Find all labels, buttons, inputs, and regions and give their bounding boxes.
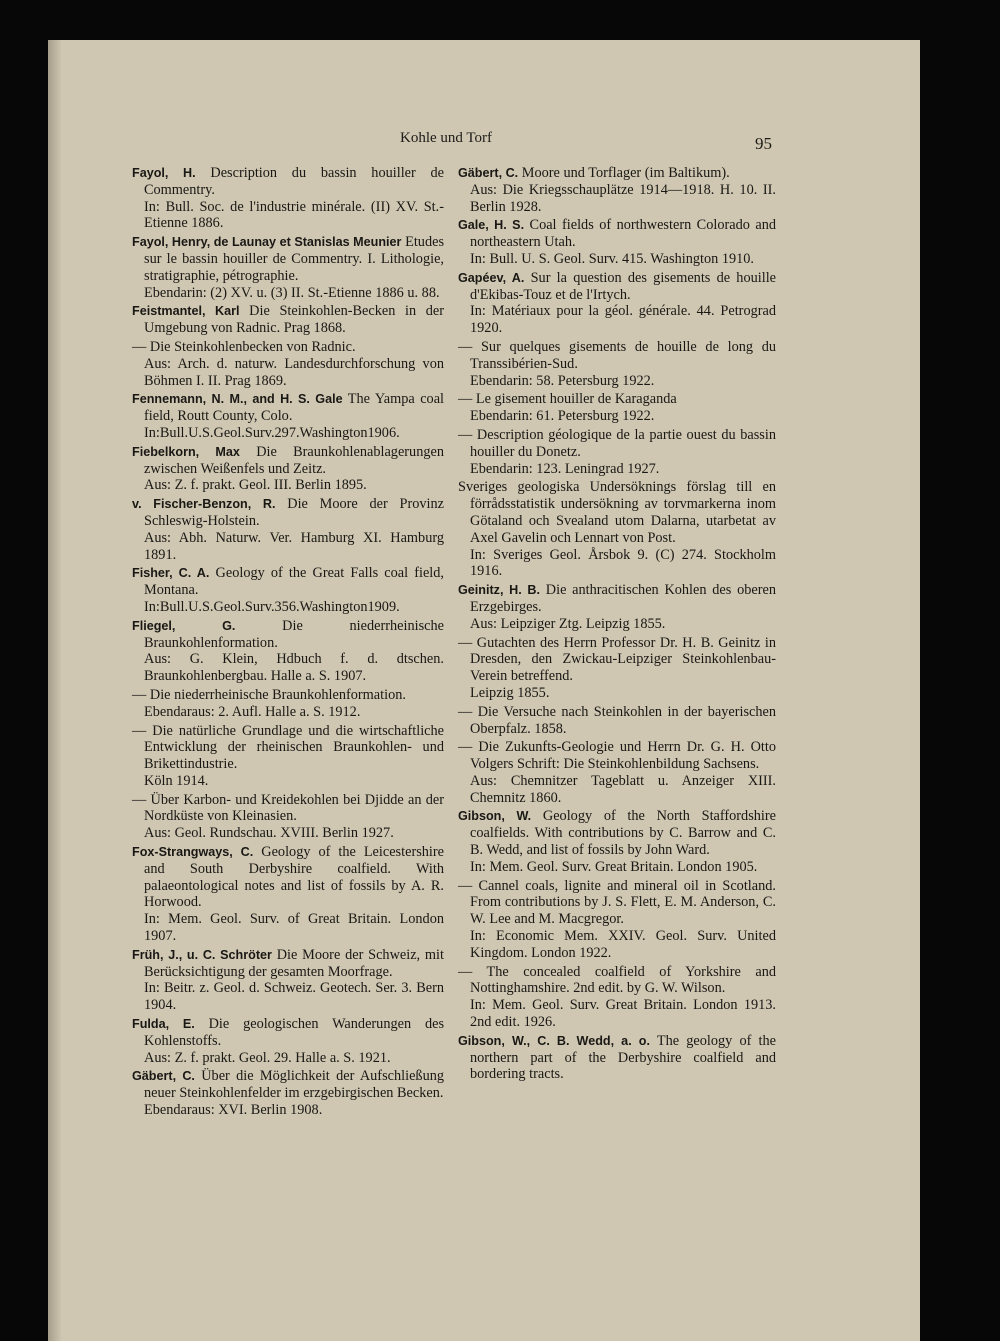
entry-title: — Gutachten des Herrn Professor Dr. H. B. Geinitz in Dresden, den Zwickau-Leipziger Steinkohlenbau-Verein betreffend. bbox=[458, 634, 776, 685]
entry-title: The geology of the northern part of the Derbyshire coalfield and bordering tracts. bbox=[470, 1032, 776, 1083]
entry-main-line bbox=[132, 1016, 444, 1050]
entry-main-line bbox=[458, 479, 776, 546]
entry-title: Etudes sur le bassin houiller de Commentry. I. Lithologie, stratigraphie, pétrographie. bbox=[144, 234, 445, 284]
entry-author: v. Fischer-Benzon, R. bbox=[132, 497, 276, 512]
entry-title: — Die niederrheinische Braunkohlenformation. bbox=[132, 686, 406, 703]
bibliography-entry bbox=[458, 635, 776, 702]
entry-title: The Yampa coal field, Routt County, Colo. bbox=[144, 391, 445, 425]
bibliography-entry bbox=[458, 427, 776, 477]
bibliography-entry bbox=[458, 964, 776, 1031]
entry-title: — The concealed coalfield of Yorkshire and Nottinghamshire. 2nd edit. by G. W. Wilson. bbox=[458, 963, 776, 997]
bibliography-entry bbox=[458, 391, 776, 425]
entry-source: Ebendaraus: 2. Aufl. Halle a. S. 1912. bbox=[144, 703, 361, 720]
entry-source: Leipzig 1855. bbox=[470, 684, 550, 701]
entry-author: Geinitz, H. B. bbox=[458, 583, 541, 598]
left-column bbox=[132, 165, 444, 1121]
entry-author: Fulda, E. bbox=[132, 1017, 195, 1032]
entry-title: — Cannel coals, lignite and mineral oil in Scotland. From contributions by J. S. Flett, E. M. Anderson, C. W. Lee and M. Macgregor. bbox=[458, 877, 776, 928]
entry-main-line bbox=[458, 391, 776, 408]
entry-main-line bbox=[458, 165, 776, 182]
entry-title: Die Steinkohlen-Becken in der Umgebung von Radnic. Prag 1868. bbox=[144, 303, 444, 337]
running-header bbox=[48, 130, 920, 154]
entry-title: Moore und Torflager (im Baltikum). bbox=[521, 165, 730, 181]
bibliography-entry bbox=[132, 496, 444, 563]
entry-main-line bbox=[132, 792, 444, 826]
entry-title: Die Moore der Provinz Schleswig-Holstein. bbox=[144, 496, 445, 529]
entry-main-line bbox=[458, 878, 776, 928]
entry-main-line bbox=[458, 339, 776, 373]
entry-source: Ebendarin: 58. Petersburg 1922. bbox=[470, 372, 655, 389]
entry-author: Gäbert, C. bbox=[458, 166, 519, 180]
entry-title: Die Moore der Schweiz, mit Berücksichtigung der gesamten Moorfrage. bbox=[144, 946, 444, 980]
entry-source: Köln 1914. bbox=[144, 772, 209, 789]
entry-main-line bbox=[458, 704, 776, 738]
entry-title: — Die natürliche Grundlage und die wirtschaftliche Entwicklung der rheinischen Braunkohlen- und Brikettindustrie. bbox=[132, 722, 444, 773]
entry-main-line bbox=[132, 444, 444, 478]
entry-main-line bbox=[458, 739, 776, 773]
entry-title: Geology of the North Staffordshire coalfields. With contributions by C. Barrow and C. B. Wedd, and list of fossils by John Ward. bbox=[470, 808, 776, 859]
entry-main-line bbox=[458, 270, 776, 304]
entry-source: Aus: Z. f. prakt. Geol. III. Berlin 1895. bbox=[144, 477, 367, 494]
bibliography-entry bbox=[458, 217, 776, 267]
entry-source: Aus: Geol. Rundschau. XVIII. Berlin 1927. bbox=[144, 825, 394, 842]
bibliography-entry bbox=[458, 339, 776, 389]
entry-author: Gibson, W. bbox=[458, 809, 532, 824]
entry-title: — Über Karbon- und Kreidekohlen bei Djidde an der Nordküste von Kleinasien. bbox=[132, 791, 444, 825]
entry-source: In:Bull.U.S.Geol.Surv.297.Washington1906. bbox=[144, 424, 400, 441]
entry-author: Fayol, H. bbox=[132, 166, 196, 180]
entry-author: Fox-Strangways, C. bbox=[132, 845, 254, 860]
entry-source: Ebendaraus: XVI. Berlin 1908. bbox=[144, 1102, 323, 1119]
entry-source: Aus: Abh. Naturw. Ver. Hamburg XI. Hamburg 1891. bbox=[144, 529, 444, 563]
entry-main-line bbox=[132, 723, 444, 773]
entry-author: Fiebelkorn, Max bbox=[132, 444, 240, 459]
entry-source: Aus: G. Klein, Hdbuch f. d. dtschen. Braunkohlenbergbau. Halle a. S. 1907. bbox=[144, 651, 444, 685]
entry-title: — Die Zukunfts-Geologie und Herrn Dr. G. H. Otto Volgers Schrift: Die Steinkohlenbildung Sachsens. bbox=[458, 739, 776, 773]
entry-title: — Die Versuche nach Steinkohlen in der bayerischen Oberpfalz. 1858. bbox=[458, 703, 776, 737]
entry-source: In: Beitr. z. Geol. d. Schweiz. Geotech. Ser. 3. Bern 1904. bbox=[144, 980, 444, 1014]
entry-main-line bbox=[132, 391, 444, 425]
entry-author: Feistmantel, Karl bbox=[132, 304, 240, 319]
bibliography-entry bbox=[458, 1033, 776, 1083]
entry-source: Aus: Chemnitzer Tageblatt u. Anzeiger XIII. Chemnitz 1860. bbox=[470, 772, 776, 806]
entry-source: In: Mem. Geol. Surv. of Great Britain. London 1907. bbox=[144, 911, 444, 945]
entry-author: Gale, H. S. bbox=[458, 218, 525, 233]
entry-title: Coal fields of northwestern Colorado and northeastern Utah. bbox=[470, 217, 776, 251]
entry-source: In: Bull. U. S. Geol. Surv. 415. Washington 1910. bbox=[470, 250, 754, 267]
bibliography-entry bbox=[458, 479, 776, 580]
bibliography-entry bbox=[132, 165, 444, 232]
bibliography-entry bbox=[458, 165, 776, 215]
entry-title: — Le gisement houiller de Karaganda bbox=[458, 391, 677, 408]
entry-main-line bbox=[132, 339, 444, 356]
entry-author: Fennemann, N. M., and H. S. Gale bbox=[132, 392, 343, 407]
entry-author: Fliegel, G. bbox=[132, 618, 236, 633]
bibliography-entry bbox=[458, 704, 776, 738]
bibliography-entry bbox=[132, 303, 444, 337]
entry-source: In: Bull. Soc. de l'industrie minérale. (II) XV. St.-Etienne 1886. bbox=[144, 198, 444, 232]
entry-main-line bbox=[458, 217, 776, 251]
entry-title: Die anthracitischen Kohlen des oberen Erzgebirges. bbox=[470, 582, 776, 615]
entry-main-line bbox=[132, 1068, 444, 1102]
entry-source: Aus: Arch. d. naturw. Landesdurchforschung von Böhmen I. II. Prag 1869. bbox=[144, 355, 444, 389]
bibliography-entry bbox=[458, 878, 776, 962]
bibliography-entry bbox=[132, 339, 444, 389]
bibliography-entry bbox=[132, 391, 444, 441]
entry-main-line bbox=[458, 1033, 776, 1083]
entry-source: Ebendarin: 123. Leningrad 1927. bbox=[470, 460, 660, 477]
entry-author: Früh, J., u. C. Schröter bbox=[132, 947, 272, 962]
entry-title: Sur la question des gisements de houille d'Ekibas-Touz et de l'Irtych. bbox=[470, 269, 777, 303]
entry-main-line bbox=[458, 582, 776, 616]
page-number: 95 bbox=[755, 134, 772, 153]
entry-title: Die geologischen Wanderungen des Kohlenstoffs. bbox=[144, 1016, 445, 1049]
bibliography-entry bbox=[458, 808, 776, 875]
entry-source: Aus: Z. f. prakt. Geol. 29. Halle a. S. 1921. bbox=[144, 1049, 391, 1066]
entry-main-line bbox=[132, 303, 444, 337]
entry-main-line bbox=[132, 496, 444, 530]
entry-title: Description du bassin houiller de Commentry. bbox=[144, 165, 444, 198]
bibliography-entry bbox=[132, 618, 444, 685]
entry-title: Über die Möglichkeit der Aufschließung neuer Steinkohlenfelder im erzgebirgischen Becken. bbox=[144, 1068, 445, 1102]
entry-main-line bbox=[458, 427, 776, 461]
entry-title: — Die Steinkohlenbecken von Radnic. bbox=[132, 338, 356, 355]
entry-author: Gäbert, C. bbox=[132, 1069, 195, 1084]
entry-main-line bbox=[132, 165, 444, 199]
entry-author: Fisher, C. A. bbox=[132, 566, 210, 581]
bibliography-entry bbox=[458, 739, 776, 806]
entry-author: Gibson, W., C. B. Wedd, a. o. bbox=[458, 1033, 650, 1048]
entry-main-line bbox=[458, 808, 776, 858]
entry-title: Sveriges geologiska Undersöknings förslag till en förrådsstatistik undersökning av torvmarkerna inom Götaland och Svealand utom Dalarna, utarbetat av Axel Gavelin och Lennart von Post. bbox=[458, 479, 776, 546]
entry-main-line bbox=[458, 964, 776, 998]
entry-source: Aus: Leipziger Ztg. Leipzig 1855. bbox=[470, 615, 666, 632]
entry-title: Die niederrheinische Braunkohlenformation. bbox=[144, 617, 445, 651]
entry-source: Aus: Die Kriegsschauplätze 1914—1918. H. 10. II. Berlin 1928. bbox=[470, 181, 776, 215]
bibliography-entry bbox=[132, 1068, 444, 1118]
entry-source: In: Sveriges Geol. Årsbok 9. (C) 274. Stockholm 1916. bbox=[470, 546, 776, 580]
entry-main-line bbox=[132, 618, 444, 652]
page-gutter-shadow bbox=[48, 40, 62, 1341]
entry-title: Geology of the Leicestershire and South Derbyshire coalfield. With palaeontological notes and list of fossils by A. R. Horwood. bbox=[144, 844, 444, 911]
running-title: Kohle und Torf bbox=[400, 130, 492, 146]
bibliography-entry bbox=[132, 565, 444, 615]
entry-source: In:Bull.U.S.Geol.Surv.356.Washington1909. bbox=[144, 598, 400, 615]
entry-main-line bbox=[132, 947, 444, 981]
entry-author: Fayol, Henry, de Launay et Stanislas Meunier bbox=[132, 235, 402, 250]
bibliography-entry bbox=[132, 1016, 444, 1066]
entry-main-line bbox=[132, 687, 444, 704]
entry-main-line bbox=[458, 635, 776, 685]
entry-main-line bbox=[132, 565, 444, 599]
entry-source: Ebendarin: 61. Petersburg 1922. bbox=[470, 408, 655, 425]
entry-source: In: Mem. Geol. Surv. Great Britain. London 1905. bbox=[470, 858, 758, 875]
entry-title: — Description géologique de la partie ouest du bassin houiller du Donetz. bbox=[458, 426, 776, 460]
entry-source: In: Economic Mem. XXIV. Geol. Surv. United Kingdom. London 1922. bbox=[470, 928, 776, 961]
bibliography-entry bbox=[132, 444, 444, 494]
bibliography-entry bbox=[132, 947, 444, 1014]
entry-source: Ebendarin: (2) XV. u. (3) II. St.-Etienne 1886 u. 88. bbox=[144, 284, 440, 301]
entry-title: — Sur quelques gisements de houille de long du Transsibérien-Sud. bbox=[458, 338, 776, 372]
right-column bbox=[458, 165, 776, 1085]
entry-main-line bbox=[132, 234, 444, 284]
bibliography-entry bbox=[458, 270, 776, 337]
bibliography-entry bbox=[132, 844, 444, 945]
book-page bbox=[48, 40, 920, 1341]
entry-source: In: Matériaux pour la géol. générale. 44. Petrograd 1920. bbox=[470, 303, 776, 337]
bibliography-entry bbox=[132, 723, 444, 790]
bibliography-entry bbox=[132, 687, 444, 721]
bibliography-entry bbox=[132, 792, 444, 842]
bibliography-entry bbox=[132, 234, 444, 301]
entry-main-line bbox=[132, 844, 444, 911]
bibliography-entry bbox=[458, 582, 776, 632]
entry-title: Geology of the Great Falls coal field, Montana. bbox=[144, 565, 444, 599]
entry-source: In: Mem. Geol. Surv. Great Britain. London 1913. 2nd edit. 1926. bbox=[470, 997, 776, 1031]
entry-author: Gapéev, A. bbox=[458, 270, 525, 285]
entry-title: Die Braunkohlenablagerungen zwischen Weißenfels und Zeitz. bbox=[144, 443, 444, 477]
